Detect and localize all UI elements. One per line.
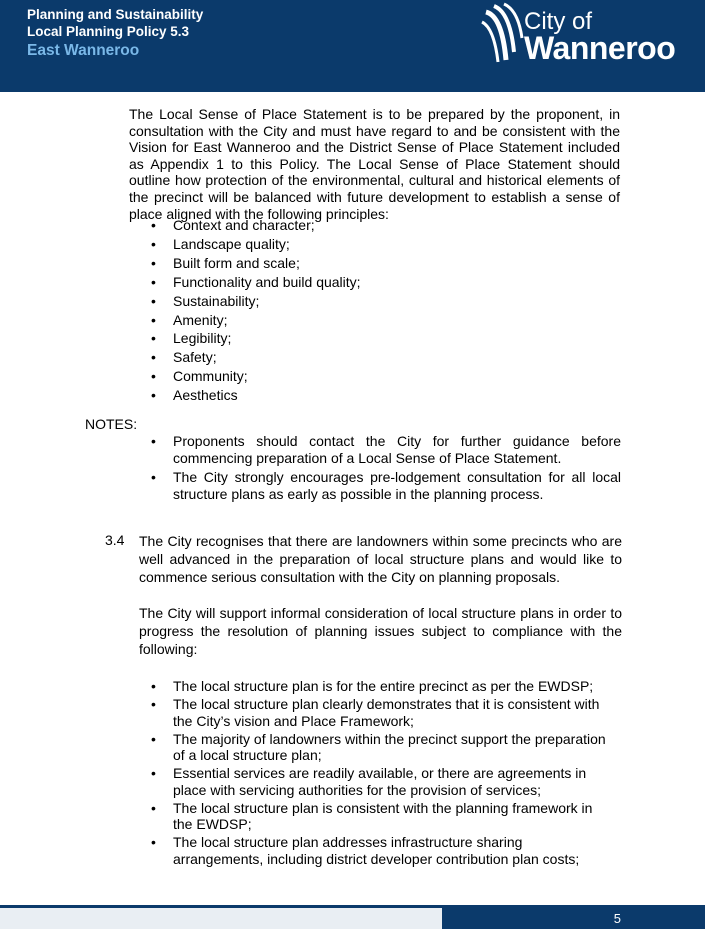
list-item: • Functionality and build quality;: [151, 273, 571, 292]
list-item: • Essential services are readily available, or there are agreements in place with servicing authorities for the provision of services;: [151, 765, 613, 798]
list-item: • Context and character;: [151, 216, 571, 235]
list-item: • The local structure plan addresses infrastructure sharing arrangements, including district developer contribution plan costs;: [151, 834, 613, 867]
list-item: • Aesthetics: [151, 386, 571, 405]
list-item: • The local structure plan is consistent with the planning framework in the EWDSP;: [151, 800, 613, 833]
conditions-list: [151, 678, 613, 867]
section-number: 3.4: [105, 532, 125, 548]
logo-city-text: City of: [524, 8, 593, 35]
intro-paragraph: The Local Sense of Place Statement is to be prepared by the proponent, in consultation with the City and must have regard to and be consistent with the Vision for East Wanneroo and the District Sense of Place Statement included as Appendix 1 to this Policy. The Local Sense of Place Statement should outline how protection of the environmental, cultural and historical elements of the precinct will be balanced with future development to establish a sense of place aligned with the following principles:: [129, 106, 620, 222]
list-item: • Community;: [151, 367, 571, 386]
logo-name-text: Wanneroo: [524, 30, 676, 66]
list-item: • Landscape quality;: [151, 235, 571, 254]
list-item: • Proponents should contact the City for further guidance before commencing preparation of a Local Sense of Place Statement.: [151, 433, 621, 467]
footer-page-box: [442, 908, 705, 929]
notes-label: NOTES:: [85, 416, 138, 432]
list-item: • Legibility;: [151, 329, 571, 348]
header-department: Planning and Sustainability: [27, 7, 204, 22]
list-item: • The City strongly encourages pre-lodgement consultation for all local structure plans as early as possible in the planning process.: [151, 469, 621, 503]
list-item: • The local structure plan is for the entire precinct as per the EWDSP;: [151, 678, 613, 695]
footer-band: [0, 908, 442, 929]
header-area: East Wanneroo: [27, 42, 140, 59]
logo-swoosh-icon: [480, 2, 528, 64]
list-item: • Safety;: [151, 348, 571, 367]
notes-list: [151, 433, 621, 503]
section-paragraph-2: The City will support informal consideration of local structure plans in order to progress the resolution of planning issues subject to compliance with the following:: [139, 605, 622, 657]
list-item: • The majority of landowners within the precinct support the preparation of a local structure plan;: [151, 731, 613, 764]
list-item: • Built form and scale;: [151, 254, 571, 273]
page-header: [0, 0, 705, 92]
city-of-wanneroo-logo: [480, 0, 700, 70]
list-item: • The local structure plan clearly demonstrates that it is consistent with the City’s vision and Place Framework;: [151, 696, 613, 729]
list-item: • Sustainability;: [151, 292, 571, 311]
principles-list: [151, 216, 571, 405]
list-item: • Amenity;: [151, 311, 571, 330]
header-policy: Local Planning Policy 5.3: [27, 24, 190, 39]
page-number: 5: [613, 911, 621, 926]
section-paragraph-1: The City recognises that there are landowners within some precincts who are well advanced in the preparation of local structure plans and would like to commence serious consultation with the City on planning proposals.: [139, 533, 622, 585]
